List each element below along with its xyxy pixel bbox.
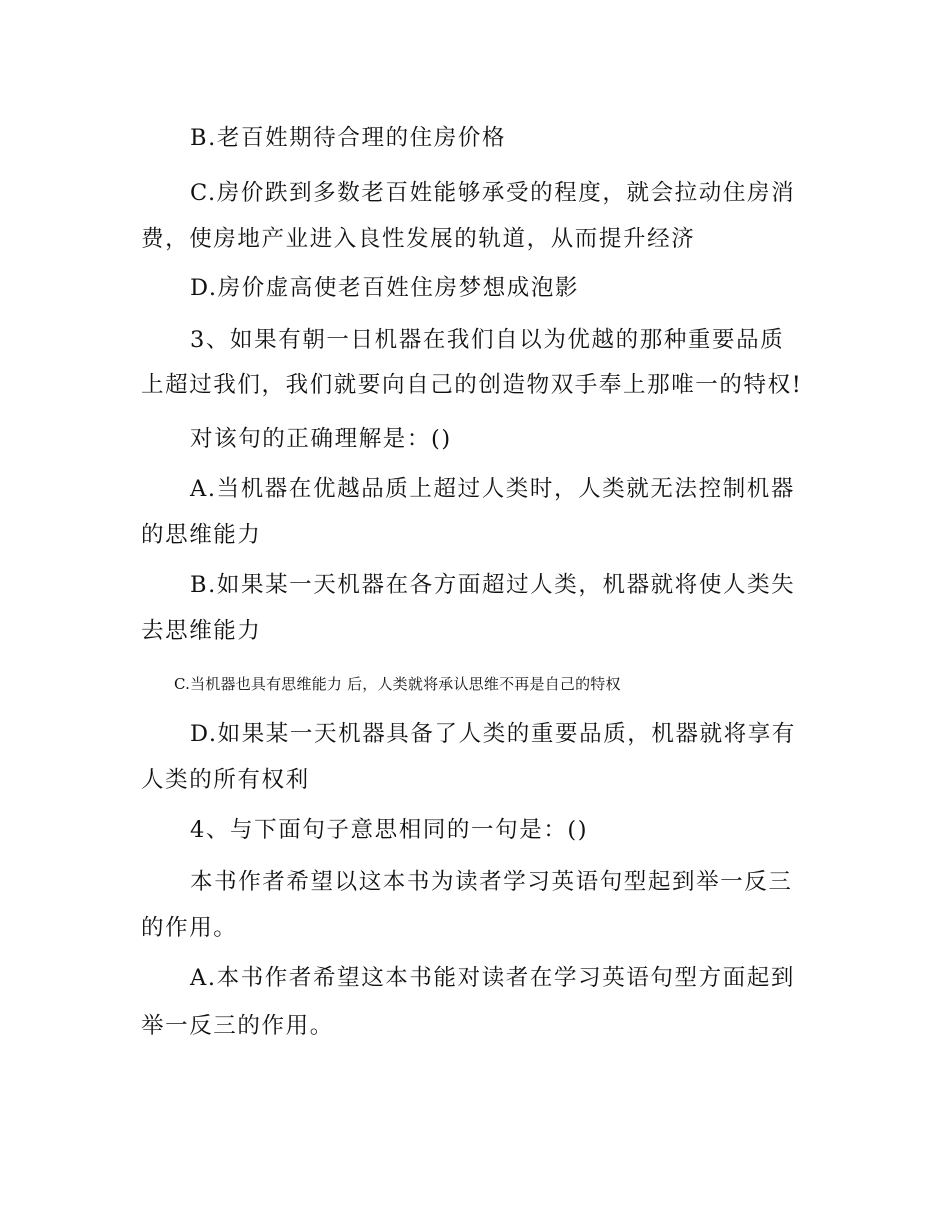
question-3-line1: 3、如果有朝一日机器在我们自以为优越的那种重要品质 <box>190 327 785 353</box>
option-c-q2-line1: C.房价跌到多数老百姓能够承受的程度，就会拉动住房消 <box>190 180 796 206</box>
option-a-q3-line1: A.当机器在优越品质上超过人类时，人类就无法控制机器 <box>190 476 796 502</box>
option-c-q2-line2: 费，使房地产业进入良性发展的轨道，从而提升经济 <box>141 226 696 252</box>
option-b-q3-line1: B.如果某一天机器在各方面超过人类，机器就将使人类失 <box>190 572 796 598</box>
option-c-q3: C.当机器也具有思维能力 后，人类就将承认思维不再是自己的特权 <box>174 675 621 693</box>
option-b-q2: B.老百姓期待合理的住房价格 <box>190 125 507 151</box>
question-3-line2: 上超过我们，我们就要向自己的创造物双手奉上那唯一的特权! <box>141 372 803 398</box>
option-b-q3-line2: 去思维能力 <box>141 618 262 644</box>
question-4-prompt: 4、与下面句子意思相同的一句是：() <box>190 817 589 843</box>
option-a-q4-line2: 举一反三的作用。 <box>141 1013 334 1039</box>
option-a-q4-line1: A.本书作者希望这本书能对读者在学习英语句型方面起到 <box>190 965 796 991</box>
option-d-q2: D.房价虚高使老百姓住房梦想成泡影 <box>190 275 580 301</box>
option-d-q3-line1: D.如果某一天机器具备了人类的重要品质，机器就将享有 <box>190 721 796 747</box>
question-3-prompt: 对该句的正确理解是：() <box>190 426 452 452</box>
option-a-q3-line2: 的思维能力 <box>141 522 262 548</box>
question-4-sentence-line1: 本书作者希望以这本书为读者学习英语句型起到举一反三 <box>190 869 793 895</box>
option-d-q3-line2: 人类的所有权利 <box>141 767 310 793</box>
question-4-sentence-line2: 的作用。 <box>141 915 238 941</box>
